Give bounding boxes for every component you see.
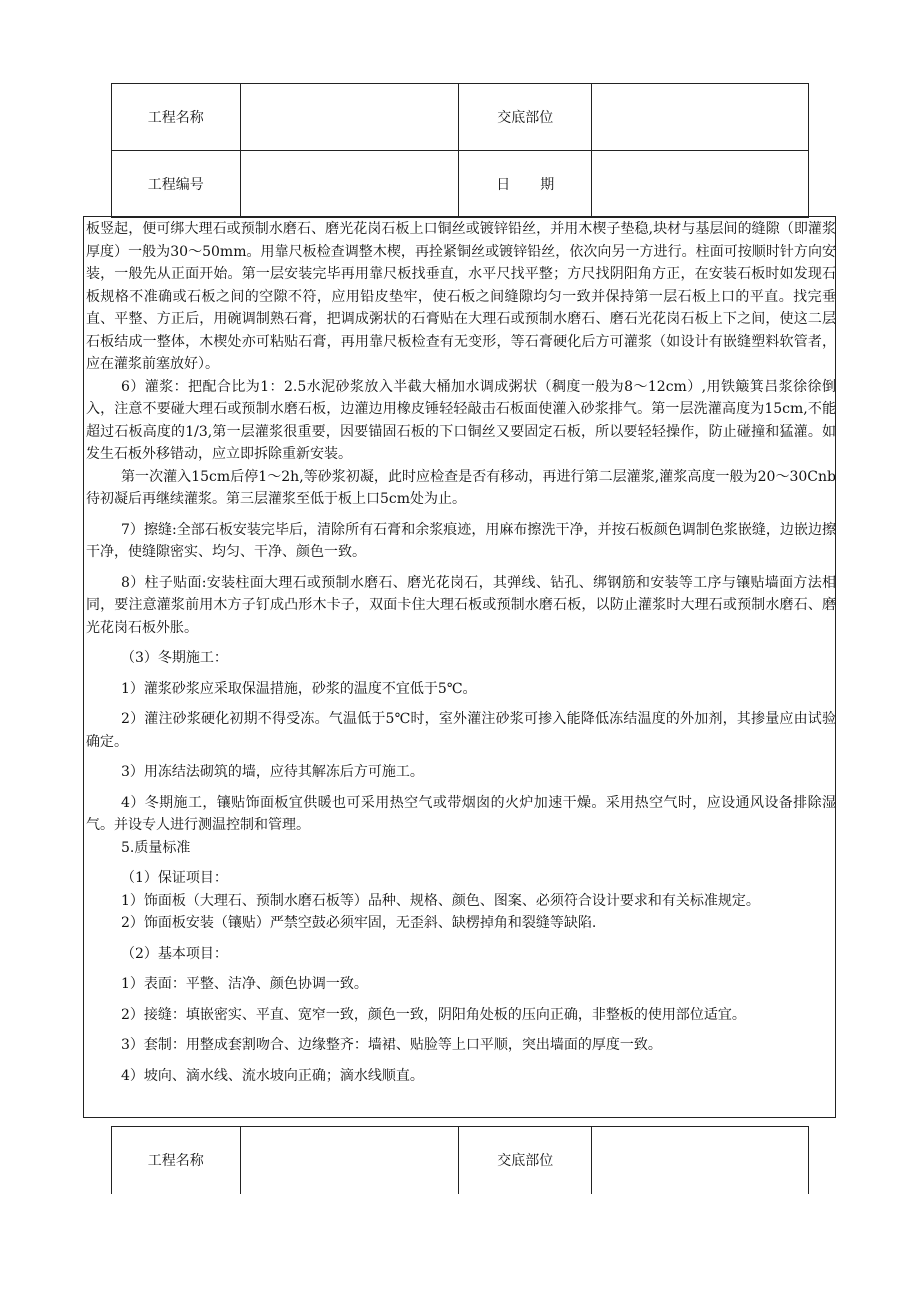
heading-guaranteed-items: （1）保证项目： [121, 870, 228, 886]
paragraph-continuation: 板竖起，便可绑大理石或预制水磨石、磨光花岗石板上口铜丝或镀锌铅丝，并用木楔子垫稳,块材与基层间的缝隙（即灌浆厚度）一般为30～50mm。用靠尺板检查调整木楔，再拴紧铜丝或镀锌铅丝，依次向另一方进行。柱面可按顺时针方向安装，一般先从正面开始。第一层安装完毕再用靠尺板找垂直，水平尺找平整；方尺找阴阳角方正，在安装石板时如发现石板规格不准确或石板之间的空隙不符，应用铅皮垫牢，使石板之间缝隙均匀一致并保持第一层石板上口的平直。找完垂直、平整、方正后，用碗调制熟石膏，把调成粥状的石膏贴在大理石或预制水磨石、磨石光花岗石板上下之间，使这二层石板结成一整体，木楔处亦可粘贴石膏，再用靠尺板检查有无变形，等石膏硬化后方可灌浆（如设计有嵌缝塑料软管者，应在灌浆前塞放好）。 [86, 221, 836, 372]
list-item-winter-2: 2）灌注砂浆硬化初期不得受冻。气温低于5℃时，室外灌注砂浆可掺入能降低冻结温度的外加剂，其掺量应由试验确定。 [86, 711, 836, 750]
header-row-project [112, 84, 809, 151]
list-item-winter-3: 3）用冻结法砌筑的墙，应待其解冻后方可施工。 [121, 764, 424, 780]
project-name-value-bottom [240, 1127, 459, 1194]
list-item-basic-2: 2）接缝：填嵌密实、平直、宽窄一致，颜色一致，阴阳角处板的压向正确，非整板的使用部位适宜。 [121, 1006, 746, 1023]
header-row-number [112, 151, 809, 218]
list-item-basic-3: 3）套制：用整成套割吻合、边缘整齐：墙裙、贴脸等上口平顺，突出墙面的厚度一致。 [121, 1037, 662, 1053]
project-no-label: 工程编号 [112, 151, 241, 218]
heading-quality-standard: 5.质量标准 [121, 839, 191, 856]
project-no-value [240, 151, 459, 218]
heading-basic-items: （2）基本项目： [121, 945, 228, 962]
list-item-winter-4: 4）冬期施工，镶贴饰面板宜供暖也可采用热空气或带烟囱的火炉加速干燥。采用热空气时，应设通风设备排除湿气。并设专人进行测温控制和管理。 [86, 794, 836, 833]
handover-part-value-bottom [592, 1127, 809, 1194]
header-table-bottom [111, 1126, 809, 1194]
heading-winter-construction: （3）冬期施工： [121, 650, 228, 666]
paragraph-column-facing: 8）柱子贴面:安装柱面大理石或预制水磨石、磨光花岗石，其弹线、钻孔、绑钢筋和安装等工序与镶贴墙面方法相同，要注意灌浆前用木方子钉成凸形木卡子，双面卡住大理石板或预制水磨石板，以防止灌浆时大理石或预制水磨石、磨光花岗石板外胀。 [86, 574, 836, 636]
list-item-guaranteed-1: 1）饰面板（大理石、预制水磨石板等）品种、规格、颜色、图案、必须符合设计要求和有关标准规定。 [121, 892, 760, 909]
project-name-label-bottom: 工程名称 [112, 1127, 241, 1194]
header-table-top [111, 83, 809, 218]
date-label: 日期 [459, 151, 592, 218]
paragraph-joint-wiping: 7）擦缝:全部石板安装完毕后，清除所有石膏和余浆痕迹，用麻布擦洗干净，并按石板颜色调制色浆嵌缝，边嵌边擦干净，使缝隙密实、均匀、干净、颜色一致。 [86, 521, 836, 560]
project-name-value [240, 84, 459, 151]
list-item-guaranteed-2: 2）饰面板安装（镶贴）严禁空鼓必须牢固，无歪斜、缺楞掉角和裂缝等缺陷. [121, 915, 597, 931]
list-item-basic-4: 4）坡向、滴水线、流水坡向正确；滴水线顺直。 [121, 1067, 424, 1084]
paragraph-first-pour: 第一次灌入15cm后停1～2h,等砂浆初凝，此时应检查是否有移动，再进行第二层灌浆,灌浆高度一般为20～30Cnb待初凝后再继续灌浆。第三层灌浆至低于板上口5cm处为止。 [86, 468, 836, 507]
list-item-basic-1: 1）表面：平整、洁净、颜色协调一致。 [121, 976, 368, 992]
handover-part-value [592, 84, 809, 151]
header-row-project-bottom [112, 1127, 809, 1194]
project-name-label: 工程名称 [112, 84, 241, 151]
date-value [592, 151, 809, 218]
paragraph-grouting: 6）灌浆：把配合比为1：2.5水泥砂浆放入半截大桶加水调成粥状（稠度一般为8～12cm）,用铁簸箕吕浆徐徐倒入，注意不要碰大理石或预制水磨石板，边灌边用橡皮锤轻轻敲击石板面使灌入砂浆排气。第一层洗灌高度为15cm,不能超过石板高度的1/3,第一层灌浆很重要，因要锚固石板的下口铜丝又要固定石板，所以要轻轻操作，防止碰撞和猛灌。如发生石板外移错动，应立即拆除重新安装。 [86, 378, 836, 462]
list-item-winter-1: 1）灌浆砂浆应采取保温措施，砂浆的温度不宜低于5℃。 [121, 680, 477, 697]
handover-part-label-bottom: 交底部位 [459, 1127, 592, 1194]
handover-part-label: 交底部位 [459, 84, 592, 151]
content-body [86, 218, 836, 1087]
